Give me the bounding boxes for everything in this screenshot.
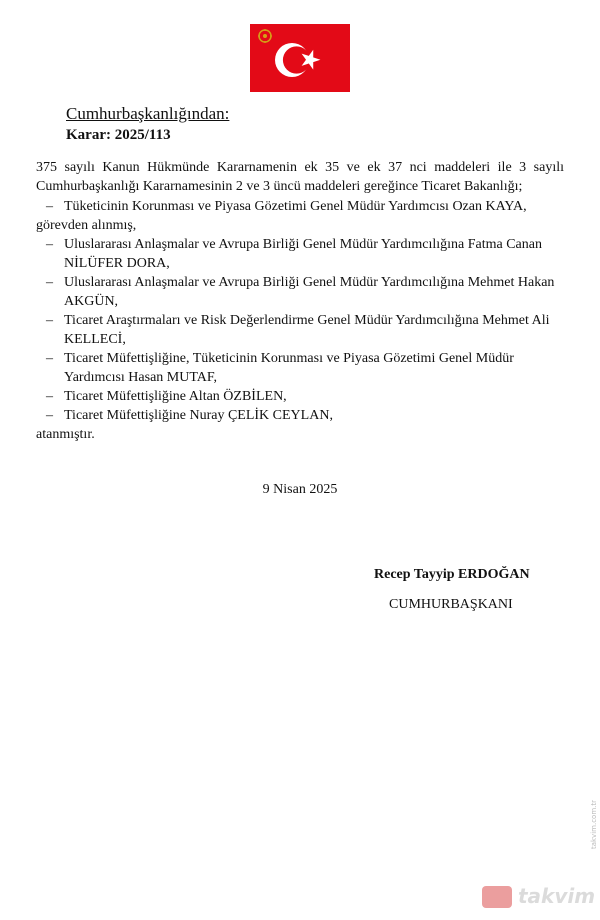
list-dash: – (46, 389, 53, 404)
watermark-side-text: takvim.com.tr (590, 800, 598, 850)
takvim-badge (482, 886, 512, 908)
decree-date: 9 Nisan 2025 (262, 482, 338, 497)
appointment-text: Uluslararası Anlaşmalar ve Avrupa Birliği Genel Müdür Yardımcılığına Mehmet Hakan (64, 275, 555, 290)
appointment-continuation: AKGÜN, (64, 294, 119, 309)
appointment-text: Ticaret Araştırmaları ve Risk Değerlendirme Genel Müdür Yardımcılığına Mehmet Ali (64, 313, 550, 328)
intro-line-1: 375 sayılı Kanun Hükmünde Kararnamenin ek 35 ve ek 37 nci maddeleri ile 3 sayılı (36, 160, 564, 175)
list-item (46, 273, 554, 292)
appointment-text: Ticaret Müfettişliğine Altan ÖZBİLEN, (64, 389, 287, 404)
list-dash: – (46, 351, 53, 366)
dismissal-tail: görevden alınmış, (36, 218, 137, 233)
intro-line-2: Cumhurbaşkanlığı Kararnamesinin 2 ve 3 üncü maddeleri gereğince Ticaret Bakanlığı; (36, 179, 523, 194)
list-dash: – (46, 237, 53, 252)
list-item (46, 406, 333, 425)
turkish-flag-icon (250, 24, 350, 92)
appointment-continuation: KELLECİ, (64, 332, 126, 347)
list-item (46, 387, 287, 406)
appointment-text: Uluslararası Anlaşmalar ve Avrupa Birliği Genel Müdür Yardımcılığına Fatma Canan (64, 237, 542, 252)
list-item (46, 349, 514, 368)
list-dash: – (46, 408, 53, 423)
signatory-title: CUMHURBAŞKANI (389, 597, 513, 612)
appointment-text: Ticaret Müfettişliğine, Tüketicinin Korunması ve Piyasa Gözetimi Genel Müdür (64, 351, 514, 366)
dismissal-item (46, 197, 527, 216)
list-item (46, 311, 550, 330)
appointment-continuation: NİLÜFER DORA, (64, 256, 170, 271)
issuer-heading: Cumhurbaşkanlığından: (66, 104, 230, 123)
appointment-continuation: Yardımcısı Hasan MUTAF, (64, 370, 218, 385)
watermark-text: takvim (518, 884, 596, 908)
list-dash: – (46, 199, 53, 214)
list-dash: – (46, 313, 53, 328)
flag-graphic (250, 24, 350, 92)
signatory-name: Recep Tayyip ERDOĞAN (374, 567, 530, 582)
list-item (46, 235, 542, 254)
decision-number: Karar: 2025/113 (66, 127, 171, 143)
appointment-text: Ticaret Müfettişliğine Nuray ÇELİK CEYLAN, (64, 408, 333, 423)
dismissal-text: Tüketicinin Korunması ve Piyasa Gözetimi Genel Müdür Yardımcısı Ozan KAYA, (64, 199, 527, 214)
takvim-logo-icon (482, 882, 596, 912)
closing-text: atanmıştır. (36, 427, 95, 442)
list-dash: – (46, 275, 53, 290)
